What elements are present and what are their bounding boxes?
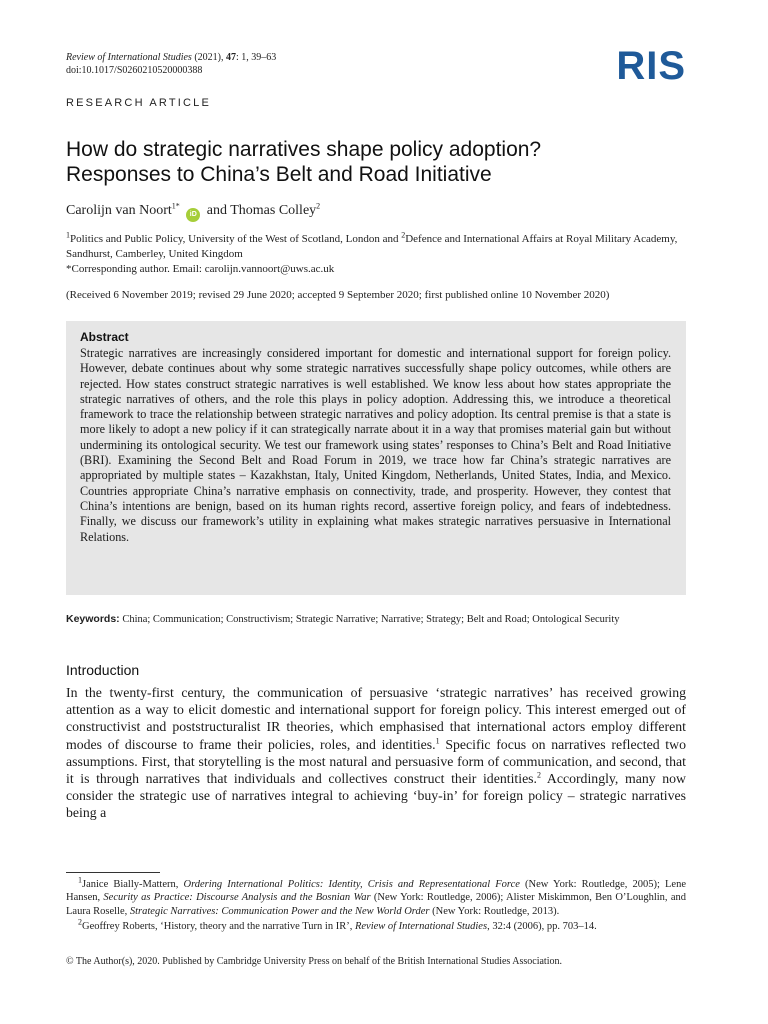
author-1[interactable]: Carolijn van Noort xyxy=(66,203,172,218)
title-line-1: How do strategic narratives shape policy adoption? xyxy=(66,138,542,161)
article-title xyxy=(66,137,706,187)
affil-2: Defence and International Affairs at Royal Military Academy, Sandhurst, Camberley, United Kingdom xyxy=(66,233,678,260)
keywords xyxy=(66,612,686,627)
footnote-1-num: 1 xyxy=(78,875,82,885)
footnote-1 xyxy=(66,875,687,918)
footnote-1-title-b: Security as Practice: Discourse Analysis and the Bosnian War xyxy=(103,892,371,904)
author-2-affil-sup: 2 xyxy=(316,201,321,211)
footnote-1-title-c: Strategic Narratives: Communication Power and the New World Order xyxy=(129,905,430,917)
footnote-2 xyxy=(66,917,686,933)
affiliations xyxy=(66,232,686,277)
footnote-1-text-d: (New York: Routledge, 2013). xyxy=(429,905,560,917)
journal-year: (2021), xyxy=(191,52,226,63)
copyright-notice: © The Author(s), 2020. Published by Cambridge University Press on behalf of the British International Studies Association. xyxy=(66,956,562,967)
keywords-list: China; Communication; Constructivism; Strategic Narrative; Narrative; Strategy; Belt and Road; Ontological Security xyxy=(119,614,620,625)
corresponding-author: *Corresponding author. Email: carolijn.vannoort@uws.ac.uk xyxy=(66,263,335,275)
keywords-label: Keywords: xyxy=(66,613,120,625)
journal-citation xyxy=(66,51,276,77)
affil-sup-1: 1 xyxy=(66,230,70,240)
footnote-1-text-b: (New York: Routledge, 2005); Lene Hansen, xyxy=(66,879,687,904)
footnotes xyxy=(66,875,687,935)
intro-part-2: Specific focus on narratives reflected two assumptions. First, that storytelling is the most natural and persuasive form of communication, and second, that it is through narratives that individuals and collectives construct their identities. xyxy=(66,736,686,787)
article-type-label: RESEARCH ARTICLE xyxy=(66,97,212,109)
footnote-1-title-a: Ordering International Politics: Identity, Crisis and Representational Force xyxy=(183,879,520,890)
journal-logo: RIS xyxy=(616,44,686,88)
title-line-2: Responses to China’s Belt and Road Initiative xyxy=(66,163,492,186)
footnote-2-text-b: , 32:4 (2006), pp. 703–14. xyxy=(487,920,597,932)
footnote-ref-1[interactable]: 1 xyxy=(435,736,440,746)
author-2[interactable]: and Thomas Colley xyxy=(206,203,317,218)
introduction-text xyxy=(66,684,686,822)
journal-name: Review of International Studies xyxy=(66,52,192,63)
affil-sup-2: 2 xyxy=(401,230,406,240)
journal-pages: : 1, 39–63 xyxy=(235,52,277,63)
footnote-ref-2[interactable]: 2 xyxy=(537,770,542,780)
journal-volume: 47 xyxy=(225,52,236,63)
intro-part-1: In the twenty-first century, the communication of persuasive ‘strategic narratives’ has received growing attention as a way to elicit domestic and international support for foreign policy. This interest emerged out of constructivist and poststructuralist IR theories, which emphasised that international actors employ different modes of discourse to frame their policies, roles, and identities. xyxy=(66,685,686,752)
footnote-divider xyxy=(66,872,160,873)
footnote-2-journal: Review of International Studies xyxy=(354,920,488,932)
intro-part-3: Accordingly, many now consider the strategic use of narratives integral to achieving ‘buy-in’ for foreign policy – strategic narratives being a xyxy=(66,771,686,821)
abstract-body: Strategic narratives are increasingly considered important for domestic and international support for foreign policy. However, debate continues about why some strategic narratives successfully shape policy outcomes, while others are rejected. How states construct strategic narratives is well established. We know less about how states appropriate the strategic narratives of others, and the role this plays in policy adoption. Addressing this, we introduce a theoretical framework to trace the relationship between strategic narratives and policy adoption. Its central premise is that a state is more likely to adopt a new policy if it can strategically narrate about it in a way that promises material gain but without undermining its ontological security. We test our framework using states’ responses to China’s Belt and Road Initiative (BRI). Examining the Second Belt and Road Forum in 2019, we trace how far China’s strategic narratives are appropriated by multiple states – Kazakhstan, Italy, United Kingdom, Netherlands, United States, India, and Mexico. Countries appropriate China’s narrative emphasis on connectivity, trade, and prosperity. However, they contest that China’s intentions are benign, based on its human rights record, assertive foreign policy, and fears of indebtedness. Finally, we discuss our framework’s utility in explaining what makes strategic narratives persuasive in International Relations. xyxy=(80,346,671,544)
orcid-icon[interactable]: iD xyxy=(186,208,200,222)
received-dates: (Received 6 November 2019; revised 29 June 2020; accepted 9 September 2020; first published online 10 November 2020) xyxy=(66,289,610,301)
footnote-2-text-a: Geoffrey Roberts, ‘History, theory and the narrative Turn in IR’, xyxy=(82,920,355,932)
abstract-heading: Abstract xyxy=(80,330,129,344)
author-list xyxy=(66,203,320,222)
doi-link[interactable]: doi:10.1017/S0260210520000388 xyxy=(66,65,203,76)
author-1-affil-sup: 1* xyxy=(171,201,180,211)
introduction-heading: Introduction xyxy=(66,662,140,678)
affil-1: Politics and Public Policy, University of the West of Scotland, London and xyxy=(70,233,402,245)
footnote-1-text-a: Janice Bially-Mattern, xyxy=(82,879,184,890)
abstract-text xyxy=(80,346,671,545)
footnote-2-num: 2 xyxy=(78,917,82,927)
footnote-1-text-c: (New York: Routledge, 2006); Alister Miskimmon, Ben O’Loughlin, and Laura Roselle, xyxy=(66,892,686,917)
